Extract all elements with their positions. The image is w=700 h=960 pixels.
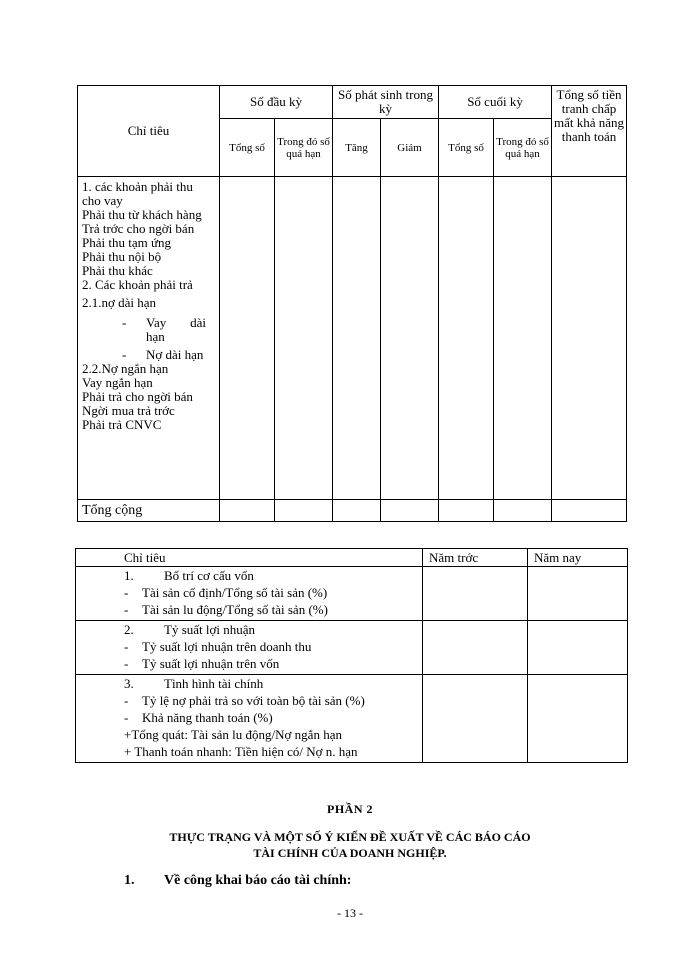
row-tra-truoc-nguoi-ban: Trả trớc cho ngời bán [82, 221, 195, 236]
table1-header-row [78, 86, 627, 119]
row-phai-tra-cnvc: Phải trả CNVC [82, 417, 162, 432]
cell-empty [275, 177, 333, 500]
section-title: Tình hình tài chính [164, 676, 264, 691]
header-tang: Tăng [333, 119, 381, 177]
cell-empty [423, 567, 528, 621]
list-item: - Tỷ suất lợi nhuận trên doanh thu [124, 639, 312, 654]
cell-empty [552, 177, 627, 500]
section-number: 1. [124, 568, 134, 583]
section-heading-title: Về công khai báo cáo tài chính: [164, 873, 352, 888]
table1-total-row [78, 500, 627, 522]
cell-empty [494, 177, 552, 500]
cell-empty [333, 500, 381, 522]
financial-ratios-table [75, 548, 628, 763]
row-cac-khoan-phai-tra: 2. Các khoản phải trả [82, 277, 193, 292]
cell-empty [381, 500, 439, 522]
row-phai-thu-tam-ung: Phải thu tạm ứng [82, 235, 172, 250]
list-item: - Khả năng thanh toán (%) [124, 710, 273, 725]
table2-section-row [76, 621, 628, 675]
cell-empty [528, 675, 628, 763]
part-label: PHẦN 2 [327, 802, 373, 816]
row-nguoi-mua-tra-truoc: Ngời mua trả trớc [82, 403, 175, 418]
row-vay-ngan-han: Vay ngắn hạn [82, 375, 153, 390]
table2-section-row [76, 567, 628, 621]
table2-header-row [76, 549, 628, 567]
dash-mark: - [122, 315, 127, 330]
row-no-dai-han-item: - Nợ dài hạn [122, 347, 204, 362]
receivables-payables-table [77, 85, 627, 522]
cell-empty [494, 500, 552, 522]
cell-empty [423, 675, 528, 763]
list-item: - Tỷ suất lợi nhuận trên vốn [124, 656, 280, 671]
list-item: - Tài sản cố định/Tổng số tài sản (%) [124, 585, 328, 600]
header-so-dau-ky: Số đầu kỳ [220, 86, 333, 119]
row-no-ngan-han: 2.2.Nợ ngắn hạn [82, 361, 169, 376]
cell-empty [528, 567, 628, 621]
table1-body-row [78, 177, 627, 500]
section-heading-number: 1. [124, 873, 135, 888]
list-item: - Tỷ lệ nợ phải trả so với toàn bộ tài sản (%) [124, 693, 365, 708]
header-giam: Giảm [381, 119, 439, 177]
header-so-phat-sinh: Số phát sinh trong kỳ [333, 86, 439, 119]
row-phai-thu-noi-bo: Phải thu nội bộ [82, 249, 162, 264]
list-item: - Tài sản lu động/Tổng số tài sản (%) [124, 602, 328, 617]
header-tong-so-2: Tổng số [439, 119, 494, 177]
list-item-extra: + Thanh toán nhanh: Tiền hiện có/ Nợ n. hạn [124, 744, 358, 759]
row-phai-tra-nguoi-ban: Phải trả cho ngời bán [82, 389, 193, 404]
dash-mark: - [122, 347, 127, 362]
header-chi-tieu: Chỉ tiêu [78, 86, 220, 177]
cell-empty [423, 621, 528, 675]
row-tong-cong: Tổng cộng [78, 500, 220, 522]
section-tinh-hinh-tai-chinh [76, 675, 423, 763]
list-item-extra: +Tổng quát: Tài sản lu động/Nợ ngắn hạn [124, 727, 342, 742]
header2-nam-nay: Năm nay [528, 549, 628, 567]
row-phai-thu-khach-hang: Phải thu từ khách hàng [82, 207, 202, 222]
cell-empty [439, 177, 494, 500]
part-heading-line2: TÀI CHÍNH CỦA DOANH NGHIỆP. [253, 846, 447, 860]
cell-empty [275, 500, 333, 522]
row-cac-khoan-phai-thu: 1. các khoản phải thu [82, 179, 193, 194]
section-number: 2. [124, 622, 134, 637]
section-ty-suat-loi-nhuan [76, 621, 423, 675]
header-trong-do-1: Trong đó số quá hạn [275, 119, 333, 177]
header-tong-so-tranh-chap: Tổng số tiền tranh chấp mất khả năng thanh toán [552, 86, 627, 177]
header-tong-so-1: Tổng số [220, 119, 275, 177]
cell-empty [381, 177, 439, 500]
header2-chi-tieu: Chỉ tiêu [76, 549, 423, 567]
table2-section-row [76, 675, 628, 763]
cell-empty [439, 500, 494, 522]
row-no-dai-han: 2.1.nợ dài hạn [82, 295, 157, 310]
cell-empty [333, 177, 381, 500]
row-cho-vay: cho vay [82, 193, 123, 208]
section-title: Tỷ suất lợi nhuận [164, 622, 255, 637]
cell-empty [552, 500, 627, 522]
page-number: - 13 - [337, 906, 363, 920]
table1-row-labels [78, 177, 220, 500]
header-so-cuoi-ky: Số cuối kỳ [439, 86, 552, 119]
section-heading [124, 873, 351, 889]
section-title: Bố trí cơ cấu vốn [164, 568, 254, 583]
header-trong-do-2: Trong đó số quá hạn [494, 119, 552, 177]
row-phai-thu-khac: Phải thu khác [82, 263, 153, 278]
section-bo-tri-co-cau-von [76, 567, 423, 621]
row-vay-dai-han: - Vay dài hạn [122, 315, 206, 344]
section-number: 3. [124, 676, 134, 691]
cell-empty [220, 500, 275, 522]
part-heading-line1: THỰC TRẠNG VÀ MỘT SỐ Ý KIẾN ĐỀ XUẤT VỀ CÁC BÁO CÁO [169, 830, 531, 844]
header2-nam-truoc: Năm trớc [423, 549, 528, 567]
cell-empty [220, 177, 275, 500]
cell-empty [528, 621, 628, 675]
